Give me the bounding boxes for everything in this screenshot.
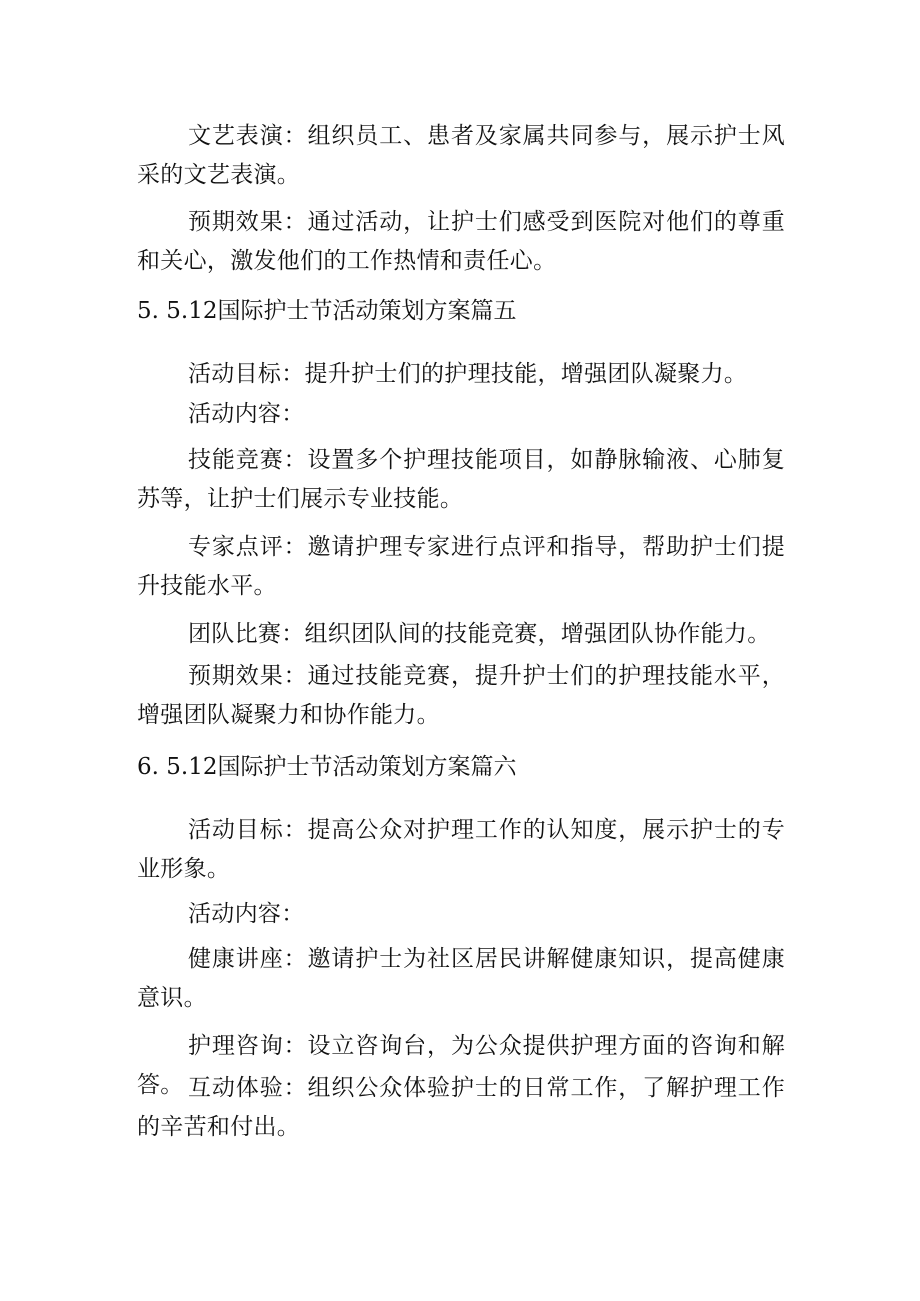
paragraph-content-label-6: 活动内容： [188, 901, 305, 927]
paragraph-expected-effect-5: 预期效果：通过技能竞赛，提升护士们的护理技能水平，增强团队凝聚力和协作能力。 [137, 663, 785, 728]
section-heading-6: 6. 5.12国际护士节活动策划方案篇六 [137, 754, 517, 780]
paragraph-expert-review: 专家点评：邀请护理专家进行点评和指导，帮助护士们提升技能水平。 [137, 534, 785, 599]
paragraph-goal-5: 活动目标：提升护士们的护理技能，增强团队凝聚力。 [188, 361, 748, 387]
paragraph-expected-effect-1: 预期效果：通过活动，让护士们感受到医院对他们的尊重和关心，激发他们的工作热情和责任心。 [137, 209, 785, 274]
paragraph-interactive-experience: 互动体验：组织公众体验护士的日常工作，了解护理工作的辛苦和付出。 [137, 1075, 785, 1140]
section-heading-5: 5. 5.12国际护士节活动策划方案篇五 [137, 298, 517, 324]
paragraph-skill-contest: 技能竞赛：设置多个护理技能项目，如静脉输液、心肺复苏等，让护士们展示专业技能。 [137, 447, 785, 512]
paragraph-goal-6: 活动目标：提高公众对护理工作的认知度，展示护士的专业形象。 [137, 817, 785, 882]
paragraph-nursing-consult: 护理咨询：设立咨询台，为公众提供护理方面的咨询和解答。 [137, 1033, 785, 1098]
paragraph-performance: 文艺表演：组织员工、患者及家属共同参与，展示护士风采的文艺表演。 [137, 123, 785, 188]
paragraph-content-label-5: 活动内容： [188, 401, 305, 427]
paragraph-team-contest: 团队比赛：组织团队间的技能竞赛，增强团队协作能力。 [188, 621, 771, 647]
paragraph-health-lecture: 健康讲座：邀请护士为社区居民讲解健康知识，提高健康意识。 [137, 946, 785, 1011]
